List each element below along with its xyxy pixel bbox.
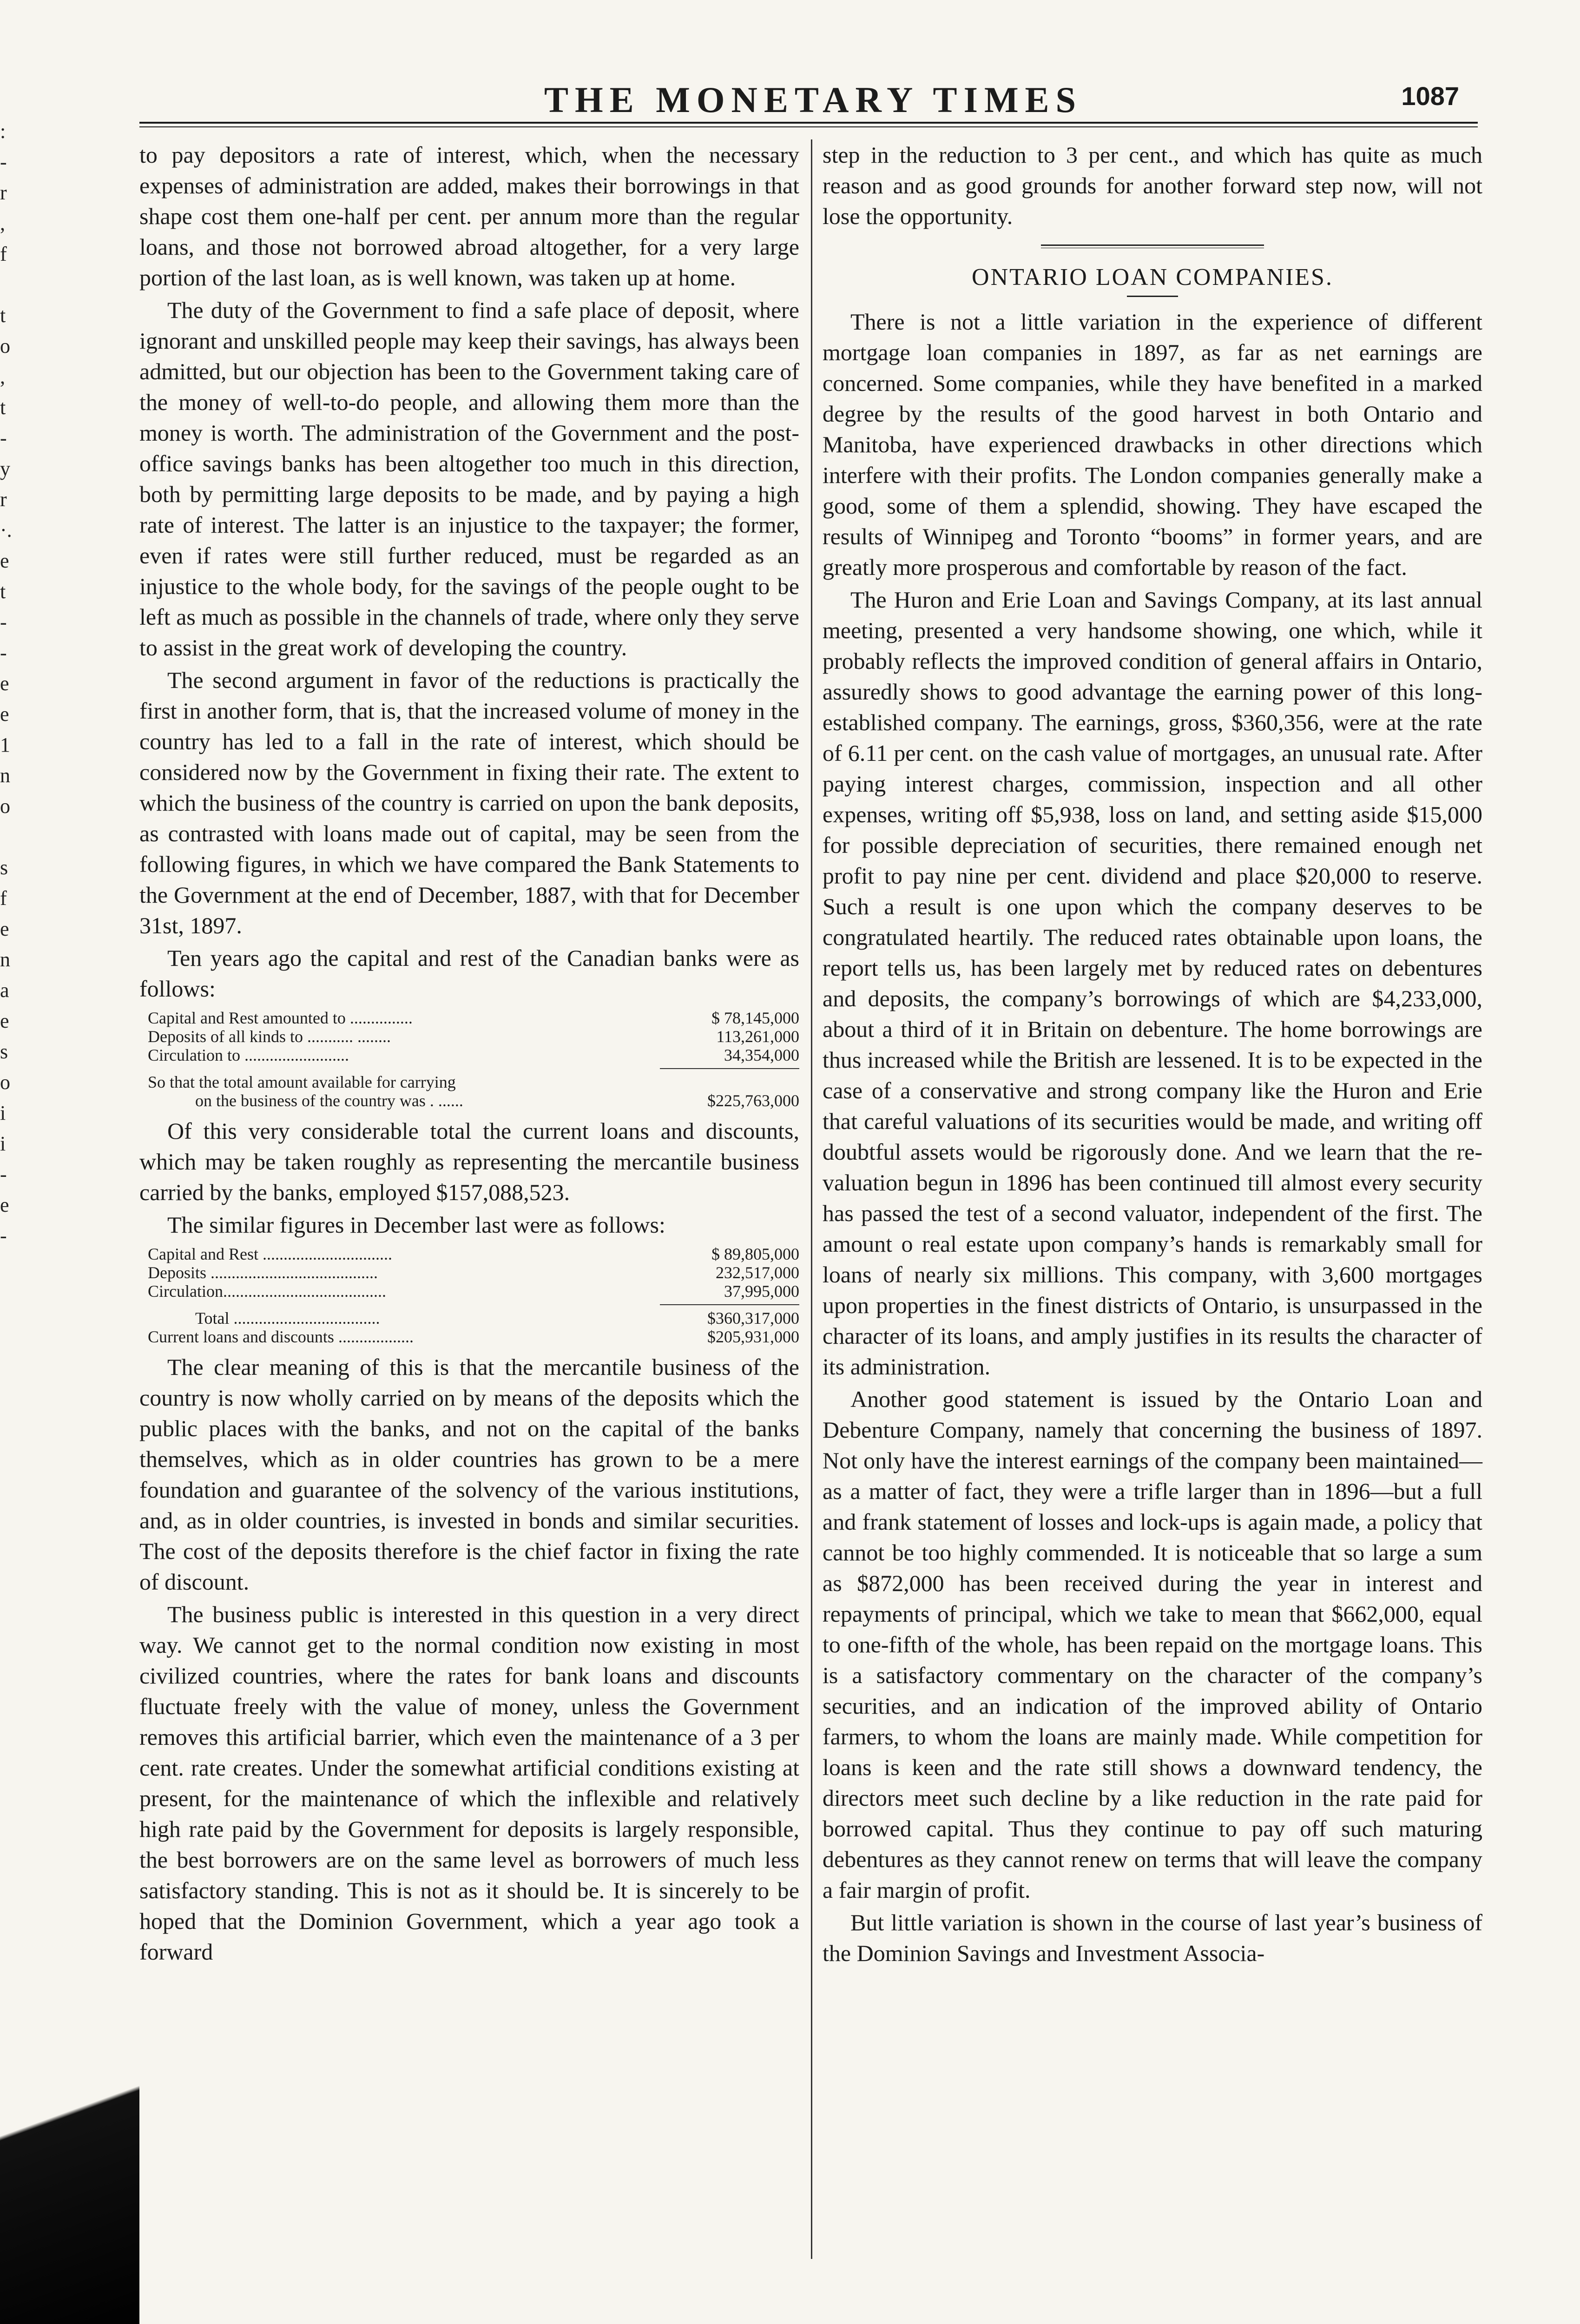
margin-fragment: , <box>0 212 5 235</box>
margin-fragment: n <box>0 764 10 787</box>
table-row: Circulation....................................... 37,995,000 <box>148 1282 799 1301</box>
margin-fragment: a <box>0 979 9 1002</box>
page-title: THE MONETARY TIMES <box>544 79 1082 120</box>
margin-fragment: e <box>0 549 9 572</box>
margin-fragment: - <box>0 611 7 634</box>
paragraph: The business public is interested in this question in a very direct way. We cannot get to the normal condition now existing in most civilized countries, where the rates for bank loans and discounts fluctuate freely with the value of money, unless the Government removes this artificial barrier, which even the maintenance of a 3 per cent. rate creates. Under the somewhat artificial conditions existing at present, for the maintenance of which the inflexible and relatively high rate paid by the Government for deposits is largely responsible, the best borrowers are on the same level as borrowers of much less satisfactory standing. This is not as it should be. It is sincerely to be hoped that the Dominion Government, which a year ago took a forward <box>139 1601 799 1965</box>
margin-fragment: e <box>0 1194 9 1216</box>
paragraph: The duty of the Government to find a safe place of deposit, where ignorant and unskilled people may keep their savings, has always been admitted, but our objection has been to the Government taking care of the money of well-to-do people, and allowing them more than the money is worth. The administration of the Government and the post-office savings banks has been altogether too much in this direction, both by permitting large deposits to be made, and by paying a high rate of interest. The latter is an injustice to the taxpayer; the former, even if rates were still further reduced, must be regarded as an injustice to the whole body, for the savings of the people ought to be left as much as possible in the channels of trade, where only they serve to assist in the great work of developing the country. <box>139 297 799 660</box>
paragraph: The clear meaning of this is that the mercantile business of the country is now wholly carried on by means of the deposits which the public places with the banks, and not on the capital of the banks themselves, which as in older countries has grown to be a mere foundation and guarantee of the solvency of the various institutions, and, as in older countries, is invested in bonds and similar securities. The cost of the deposits therefore is the chief factor in fixing the rate of discount. <box>139 1354 799 1595</box>
section-separator <box>1041 244 1264 248</box>
margin-fragment: s <box>0 856 8 879</box>
right-column <box>823 139 1482 1970</box>
margin-fragment: - <box>0 1163 7 1186</box>
margin-fragment: t <box>0 396 6 419</box>
header-rule <box>139 122 1478 127</box>
paragraph: The similar figures in December last were as follows: <box>167 1212 665 1238</box>
paragraph: But little variation is shown in the course of last year’s business of the Dominion Savings and Investment Associa- <box>823 1909 1482 1966</box>
margin-fragment: o <box>0 795 10 818</box>
paragraph: The Huron and Erie Loan and Savings Company, at its last annual meeting, presented a very handsome showing, one which, while it probably reflects the improved condition of general affairs in Ontario, assuredly shows to good advantage the earning power of this long-established company. The earnings, gross, $360,356, were at the rate of 6.11 per cent. on the cash value of mortgages, an unusual rate. After paying interest charges, commission, inspection and all other expenses, writing off $5,938, loss on land, and setting aside $15,000 for possible depreciation of securities, there remained enough net profit to pay nine per cent. dividend and place $20,000 to reserve. Such a result is one upon which the company deserves to be congratulated heartily. The reduced rates obtainable upon loans, the report tells us, has been largely met by reduced rates on debentures and deposits, the company’s borrowings of which are $4,233,000, about a third of it in Britain on debenture. The home borrowings are thus increased while the British are lessened. It is to be expected in the case of a conservative and strong company like the Huron and Erie that careful valuations of its securities would be made, and writing off doubtful assets would be rigorously done. And we learn that the re-valuation begun in 1896 has been continued till almost every security has passed the test of a second valuator, independent of the first. The amount o real estate upon company’s hands is remarkably small for loans of nearly six millions. This company, with 3,600 mortgages upon properties in the finest districts of Ontario, is unsurpassed in the character of its loans, and amply justifies in its results the character of its administration. <box>823 587 1482 1380</box>
margin-fragment: t <box>0 580 6 603</box>
table-rule <box>660 1304 799 1305</box>
margin-fragment: o <box>0 1071 10 1094</box>
table-row: Capital and Rest ............................... $ 89,805,000 <box>148 1245 799 1263</box>
table-total-row: on the business of the country was . ...... $225,763,000 <box>195 1091 799 1110</box>
margin-fragment: t <box>0 304 6 327</box>
table-row: Deposits of all kinds to ........... ........ 113,261,000 <box>148 1027 799 1046</box>
margin-fragment: - <box>0 427 7 449</box>
margin-fragment: e <box>0 703 9 726</box>
margin-fragment: o <box>0 335 10 357</box>
heading-rule <box>1127 296 1178 297</box>
table-total-row: Total ................................... $360,317,000 <box>195 1309 799 1327</box>
margin-fragment: n <box>0 948 10 971</box>
paragraph: Another good statement is issued by the Ontario Loan and Debenture Company, namely that concerning the business of 1897. Not only have the interest earnings of the company been maintained—as a matter of fact, they were a trifle larger than in 1896—but a full and frank statement of losses and lock-ups is again made, a policy that cannot be too highly commended. It is noticeable that so large a sum as $872,000 has been received during the year in interest and repayments of principal, which we take to mean that $662,000, equal to one-fifth of the whole, has been repaid on the mortgage loans. This is a satisfactory commentary on the character of the company’s securities, and an indication of the improved ability of Ontario farmers, to whom the loans are mainly made. While competition for loans is keen and the rate still shows a downward tendency, the directors meet such decline by a like reduction in the rate paid for borrowed capital. Thus they continue to pay off such maturing debentures as they cannot renew on terms that will leave the company a fair margin of profit. <box>823 1386 1482 1903</box>
left-column <box>139 139 799 1969</box>
margin-fragment: e <box>0 1010 9 1032</box>
table-row: Capital and Rest amounted to ............... $ 78,145,000 <box>148 1009 799 1027</box>
margin-fragment <box>0 270 19 300</box>
table-row: Deposits ........................................ 232,517,000 <box>148 1263 799 1282</box>
paragraph: There is not a little variation in the experience of different mortgage loan companies in 1897, as far as net earnings are concerned. Some companies, while they have benefited in a marked degree by the results of the good harvest in both Ontario and Manitoba, have experienced drawbacks in other directions which interfere with their profits. The London companies generally make a good, some of them a splendid, showing. They have escaped the results of Winnipeg and Toronto “booms” in former years, and are greatly more prosperous and comfortable by reason of the fact. <box>823 309 1482 580</box>
page-edge-shadow <box>0 1929 139 2324</box>
margin-fragment: e <box>0 918 9 940</box>
page-number: 1087 <box>1401 81 1459 111</box>
margin-fragment: i <box>0 1102 6 1124</box>
adjacent-page-margin <box>0 116 19 1929</box>
margin-fragment: - <box>0 1224 7 1247</box>
margin-fragment: r <box>0 181 7 204</box>
margin-fragment: ·. <box>0 519 12 541</box>
section-heading: ONTARIO LOAN COMPANIES. <box>972 264 1333 290</box>
margin-fragment: y <box>0 457 10 480</box>
margin-fragment: f <box>0 887 7 910</box>
paragraph: The second argument in favor of the reductions is practically the first in another form, that is, that the increased volume of money in the country has led to a fall in the rate of interest, which should be considered now by the Government in fixing their rate. The extent to which the business of the country is carried on upon the bank deposits, as contrasted with loans made out of capital, may be seen from the following figures, in which we have compared the Bank Statements to the Government at the end of December, 1887, with that for December 31st, 1897. <box>139 667 799 938</box>
table-rule <box>660 1068 799 1069</box>
margin-fragment: - <box>0 151 7 173</box>
margin-fragment: , <box>0 365 5 388</box>
bank-figures-1897 <box>139 1245 799 1346</box>
margin-fragment: - <box>0 641 7 664</box>
margin-fragment <box>0 822 19 852</box>
paragraph: Ten years ago the capital and rest of the Canadian banks were as follows: <box>139 945 799 1002</box>
margin-fragment: i <box>0 1132 6 1155</box>
table-row: Circulation to ......................... 34,354,000 <box>148 1046 799 1064</box>
table-total-label: So that the total amount available for carrying <box>148 1073 456 1091</box>
column-divider <box>811 139 812 2259</box>
table-row: Current loans and discounts .................. $205,931,000 <box>148 1327 799 1346</box>
margin-fragment: f <box>0 243 7 265</box>
bank-figures-1887 <box>139 1009 799 1110</box>
margin-fragment: : <box>0 120 6 143</box>
margin-fragment: 1 <box>0 733 10 756</box>
margin-fragment: r <box>0 488 7 511</box>
margin-fragment: e <box>0 672 9 695</box>
margin-fragment: s <box>0 1040 8 1063</box>
paragraph: to pay depositors a rate of interest, which, when the necessary expenses of administration are added, makes their borrowings in that shape cost them one-half per cent. per annum more than the regular loans, and those not borrowed abroad altogether, for a very large portion of the last loan, as is well known, was taken up at home. <box>139 142 799 290</box>
paragraph: Of this very considerable total the current loans and discounts, which may be taken roughly as representing the mercantile business carried by the banks, employed $157,088,523. <box>139 1118 799 1205</box>
paragraph: step in the reduction to 3 per cent., and which has quite as much reason and as good grounds for another forward step now, will not lose the opportunity. <box>823 142 1482 229</box>
